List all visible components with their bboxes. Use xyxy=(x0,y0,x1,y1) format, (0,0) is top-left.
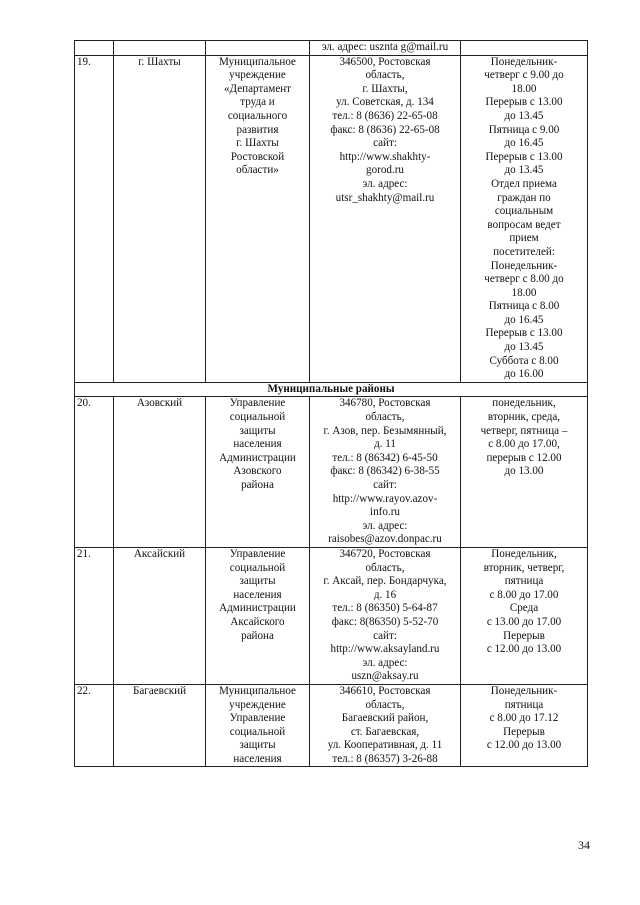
org-line: Управление xyxy=(229,397,286,410)
contact-line: область, xyxy=(365,69,405,82)
cell-num xyxy=(75,41,114,56)
org-line: Азовского xyxy=(233,465,282,478)
contact-line: http://www.rayov.azov- xyxy=(332,492,438,505)
hours-line: граждан по xyxy=(497,191,551,204)
table-row-continuation xyxy=(75,41,588,56)
contact-line: область, xyxy=(365,698,405,711)
cell-contacts xyxy=(310,547,461,684)
hours-line: прием xyxy=(509,232,539,245)
hours-line: Понедельник- xyxy=(490,259,558,272)
contact-line: http://www.shakhty- xyxy=(339,150,431,163)
contact-line: ул. Кооперативная, д. 11 xyxy=(327,739,443,752)
contact-line: gorod.ru xyxy=(366,164,404,177)
hours-line: с 8.00 до 17.00 xyxy=(489,588,559,601)
cell-organization xyxy=(206,684,310,767)
hours-line: Суббота с 8.00 xyxy=(489,354,559,367)
cell-contacts xyxy=(310,397,461,548)
contact-line: сайт: xyxy=(373,137,397,150)
org-line: социальной xyxy=(229,561,286,574)
contact-line: факс: 8 (8636) 22-65-08 xyxy=(330,123,440,136)
org-line: г. Шахты xyxy=(236,137,279,150)
hours-line: до 13.00 xyxy=(504,465,544,478)
org-line: Муниципальное xyxy=(219,684,296,697)
org-line: населения xyxy=(233,438,282,451)
org-line: Управление xyxy=(229,712,286,725)
org-line: социальной xyxy=(229,411,286,424)
cell-hours xyxy=(461,41,588,56)
contact-line: 346610, Ростовская xyxy=(339,684,431,697)
hours-line: Перерыв xyxy=(503,629,545,642)
org-line: учреждение xyxy=(229,69,286,82)
hours-line: до 13.45 xyxy=(504,164,544,177)
table-row-20 xyxy=(75,397,588,548)
table-row-22 xyxy=(75,684,588,767)
contact-line: сайт: xyxy=(373,479,397,491)
contact-line: тел.: 8 (86350) 5-64-87 xyxy=(332,602,438,615)
hours-line: до 16.45 xyxy=(504,313,544,326)
contact-line: uszn@aksay.ru xyxy=(351,670,419,683)
hours-line: Отдел приема xyxy=(491,177,557,190)
org-line: труда и xyxy=(240,96,275,109)
contact-line: http://www.aksayland.ru xyxy=(330,643,440,656)
row-number: 20. xyxy=(75,397,114,548)
org-line: Ростовской xyxy=(230,150,285,163)
contact-line: тел.: 8 (86342) 6-45-50 xyxy=(332,451,438,464)
org-line: социального xyxy=(227,109,288,122)
page-number: 34 xyxy=(578,838,590,852)
hours-line: Перерыв xyxy=(503,725,545,738)
org-line: Муниципальное xyxy=(219,55,296,68)
hours-line: вторник, среда, xyxy=(487,411,561,424)
section-title: Муниципальные районы xyxy=(75,382,588,397)
contact-line: факс: 8(86350) 5-52-70 xyxy=(331,615,439,628)
hours-line: четверг с 9.00 до xyxy=(484,69,564,82)
contact-line: д. 16 xyxy=(373,588,397,601)
hours-line: Перерыв с 13.00 xyxy=(485,150,563,163)
hours-line: четверг, пятница – xyxy=(480,424,568,437)
contact-line: ул. Советская, д. 134 xyxy=(336,96,434,109)
org-line: района xyxy=(241,629,274,642)
org-line: учреждение xyxy=(229,698,286,711)
hours-line: посетителей: xyxy=(493,245,555,258)
hours-line: вторник, четверг, xyxy=(483,561,565,574)
org-line: «Департамент xyxy=(223,82,292,95)
hours-line: пятница xyxy=(504,575,544,588)
hours-line: до 16.45 xyxy=(504,137,544,150)
cell-contacts xyxy=(310,41,461,56)
contact-line: тел.: 8 (8636) 22-65-08 xyxy=(332,109,438,122)
contact-line: utsr_shakhty@mail.ru xyxy=(335,191,435,204)
district-name: Азовский xyxy=(114,397,206,548)
org-line: защиты xyxy=(239,424,276,437)
contact-line: эл. адрес: xyxy=(362,177,408,190)
row-number: 22. xyxy=(75,684,114,767)
contact-line: д. 11 xyxy=(374,438,396,451)
hours-line: с 8.00 до 17.12 xyxy=(489,712,559,725)
contact-line: область, xyxy=(365,411,405,424)
org-line: развития xyxy=(236,123,279,136)
section-row xyxy=(75,382,588,397)
cell-hours xyxy=(461,547,588,684)
cell-hours xyxy=(461,397,588,548)
hours-line: до 13.45 xyxy=(504,109,544,122)
hours-line: 18.00 xyxy=(511,82,537,95)
contact-line: raisobes@azov.donpac.ru xyxy=(328,533,442,546)
org-line: района xyxy=(241,479,274,491)
contact-line: 346720, Ростовская xyxy=(339,547,431,560)
hours-line: с 12.00 до 13.00 xyxy=(486,739,562,752)
org-line: населения xyxy=(233,588,282,601)
org-line: Администрации xyxy=(219,602,296,615)
org-line: населения xyxy=(233,752,282,765)
row-number: 19. xyxy=(75,55,114,382)
hours-line: понедельник, xyxy=(492,397,556,410)
cell-organization xyxy=(206,55,310,382)
hours-line: до 16.00 xyxy=(504,368,544,381)
hours-line: Перерыв с 13.00 xyxy=(485,96,563,109)
contact-line: эл. адрес: xyxy=(362,519,408,532)
hours-line: с 8.00 до 17.00, xyxy=(488,438,560,451)
hours-line: Среда xyxy=(509,602,539,615)
district-name: г. Шахты xyxy=(114,55,206,382)
contact-line: эл. адрес: usznta g@mail.ru xyxy=(321,41,449,53)
hours-line: Понедельник- xyxy=(490,55,558,68)
cell-district xyxy=(114,41,206,56)
org-line: защиты xyxy=(239,739,276,752)
contact-line: 346500, Ростовская xyxy=(339,55,431,68)
district-name: Багаевский xyxy=(114,684,206,767)
contact-line: тел.: 8 (86357) 3-26-88 xyxy=(332,752,438,765)
org-line: социальной xyxy=(229,725,286,738)
contact-line: г. Шахты, xyxy=(362,82,408,95)
hours-line: Понедельник- xyxy=(490,684,558,697)
hours-line: 18.00 xyxy=(511,286,537,299)
hours-line: с 13.00 до 17.00 xyxy=(486,615,562,628)
contact-line: Багаевский район, xyxy=(341,712,429,725)
hours-line: с 12.00 до 13.00 xyxy=(486,643,562,656)
contact-line: область, xyxy=(365,561,405,574)
hours-line: перерыв с 12.00 xyxy=(486,451,562,464)
organizations-table xyxy=(74,40,588,767)
contact-line: факс: 8 (86342) 6-38-55 xyxy=(330,465,440,478)
row-number: 21. xyxy=(75,547,114,684)
hours-line: вопросам ведет xyxy=(487,218,561,231)
org-line: Управление xyxy=(229,547,286,560)
org-line: защиты xyxy=(239,575,276,588)
contact-line: ст. Багаевская, xyxy=(350,725,420,738)
org-line: области» xyxy=(236,164,279,177)
cell-contacts xyxy=(310,684,461,767)
org-line: Администрации xyxy=(219,451,296,464)
org-line: Аксайского xyxy=(230,615,285,628)
contact-line: info.ru xyxy=(370,506,400,519)
hours-line: Перерыв с 13.00 xyxy=(485,327,563,340)
contact-line: г. Аксай, пер. Бондарчука, xyxy=(323,575,447,588)
cell-organization xyxy=(206,397,310,548)
hours-line: Понедельник, xyxy=(491,547,557,560)
hours-line: Пятница с 8.00 xyxy=(488,300,560,313)
cell-hours xyxy=(461,684,588,767)
cell-organization xyxy=(206,547,310,684)
contact-line: сайт: xyxy=(373,629,397,642)
hours-line: четверг с 8.00 до xyxy=(484,273,564,286)
hours-line: пятница xyxy=(504,698,544,711)
contact-line: эл. адрес: xyxy=(362,656,408,669)
hours-line: Пятница с 9.00 xyxy=(488,123,560,136)
cell-contacts xyxy=(310,55,461,382)
table-row-19 xyxy=(75,55,588,382)
contact-line: 346780, Ростовская xyxy=(339,397,431,410)
hours-line: до 13.45 xyxy=(504,341,544,354)
district-name: Аксайский xyxy=(114,547,206,684)
cell-hours xyxy=(461,55,588,382)
contact-line: г. Азов, пер. Безымянный, xyxy=(323,424,447,437)
table-row-21 xyxy=(75,547,588,684)
cell-organization xyxy=(206,41,310,56)
hours-line: социальным xyxy=(494,205,554,218)
